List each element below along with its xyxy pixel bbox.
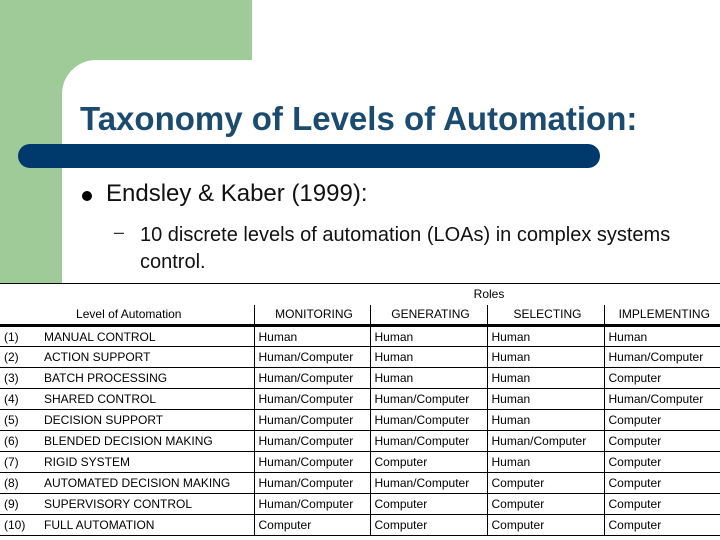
row-generating: Human/Computer [370, 431, 487, 452]
row-monitoring: Human/Computer [254, 431, 370, 452]
col-header-monitoring: MONITORING [254, 305, 370, 326]
row-number: (3) [0, 368, 40, 389]
row-level: MANUAL CONTROL [40, 326, 254, 347]
roles-spacer [0, 284, 254, 305]
row-number: (8) [0, 473, 40, 494]
row-number: (5) [0, 410, 40, 431]
row-monitoring: Human/Computer [254, 347, 370, 368]
row-generating: Human [370, 368, 487, 389]
row-generating: Human/Computer [370, 410, 487, 431]
table-row [0, 452, 720, 473]
row-number: (9) [0, 494, 40, 515]
row-implementing: Computer [604, 515, 720, 536]
row-implementing: Human/Computer [604, 347, 720, 368]
row-monitoring: Human/Computer [254, 452, 370, 473]
roles-header: Roles [254, 284, 720, 305]
row-number: (2) [0, 347, 40, 368]
row-implementing: Computer [604, 494, 720, 515]
row-generating: Human/Computer [370, 473, 487, 494]
row-monitoring: Human/Computer [254, 368, 370, 389]
column-header-row [0, 305, 720, 326]
row-generating: Computer [370, 515, 487, 536]
row-generating: Human [370, 326, 487, 347]
row-generating: Human/Computer [370, 389, 487, 410]
roles-header-row [0, 284, 720, 305]
row-level: SUPERVISORY CONTROL [40, 494, 254, 515]
row-level: BLENDED DECISION MAKING [40, 431, 254, 452]
row-monitoring: Human/Computer [254, 410, 370, 431]
row-implementing: Human/Computer [604, 389, 720, 410]
row-number: (7) [0, 452, 40, 473]
levels-of-automation-table [0, 283, 720, 536]
row-number: (1) [0, 326, 40, 347]
row-selecting: Computer [487, 494, 604, 515]
row-monitoring: Human [254, 326, 370, 347]
row-monitoring: Human/Computer [254, 473, 370, 494]
row-level: FULL AUTOMATION [40, 515, 254, 536]
row-generating: Human [370, 347, 487, 368]
row-level: RIGID SYSTEM [40, 452, 254, 473]
table-row [0, 431, 720, 452]
row-selecting: Human/Computer [487, 431, 604, 452]
row-monitoring: Computer [254, 515, 370, 536]
row-level: DECISION SUPPORT [40, 410, 254, 431]
row-implementing: Computer [604, 473, 720, 494]
loa-table [0, 283, 720, 540]
row-selecting: Human [487, 410, 604, 431]
row-level: ACTION SUPPORT [40, 347, 254, 368]
row-level: BATCH PROCESSING [40, 368, 254, 389]
col-header-level: Level of Automation [0, 305, 254, 326]
col-header-generating: GENERATING [370, 305, 487, 326]
row-selecting: Computer [487, 515, 604, 536]
table-row [0, 347, 720, 368]
table-row [0, 368, 720, 389]
bullet-sub: 10 discrete levels of automation (LOAs) in complex systems control. [140, 224, 671, 273]
table-row [0, 410, 720, 431]
row-selecting: Human [487, 326, 604, 347]
table-row [0, 494, 720, 515]
row-number: (6) [0, 431, 40, 452]
row-level: AUTOMATED DECISION MAKING [40, 473, 254, 494]
table-row [0, 389, 720, 410]
row-selecting: Human [487, 389, 604, 410]
row-implementing: Human [604, 326, 720, 347]
row-implementing: Computer [604, 431, 720, 452]
bullet-main: Endsley & Kaber (1999): [106, 180, 368, 207]
table-body [0, 326, 720, 536]
row-monitoring: Human/Computer [254, 494, 370, 515]
table-row [0, 473, 720, 494]
row-number: (10) [0, 515, 40, 536]
row-implementing: Computer [604, 368, 720, 389]
row-implementing: Computer [604, 410, 720, 431]
row-selecting: Human [487, 452, 604, 473]
table-row [0, 515, 720, 536]
sub-bullet-dash: – [114, 222, 125, 242]
bullet-dot-icon [82, 191, 92, 201]
row-number: (4) [0, 389, 40, 410]
row-level: SHARED CONTROL [40, 389, 254, 410]
col-header-implementing: IMPLEMENTING [604, 305, 720, 326]
slide-title: Taxonomy of Levels of Automation: [80, 100, 638, 137]
row-implementing: Computer [604, 452, 720, 473]
row-generating: Computer [370, 452, 487, 473]
row-selecting: Computer [487, 473, 604, 494]
row-generating: Computer [370, 494, 487, 515]
row-selecting: Human [487, 368, 604, 389]
row-selecting: Human [487, 347, 604, 368]
col-header-selecting: SELECTING [487, 305, 604, 326]
row-monitoring: Human/Computer [254, 389, 370, 410]
title-underline-bar [18, 144, 600, 168]
table-row [0, 326, 720, 347]
